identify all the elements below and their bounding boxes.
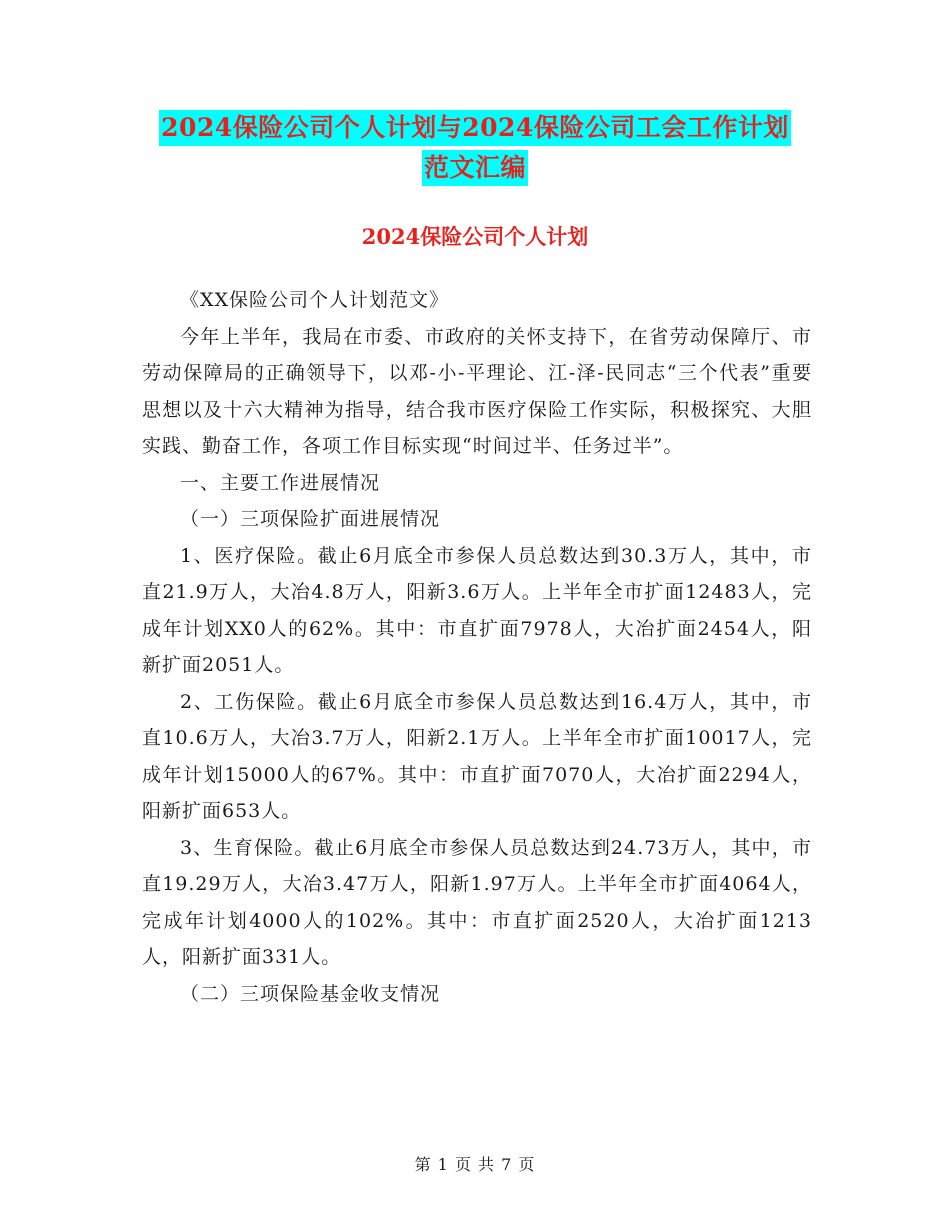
paragraph-maternity-insurance: 3、生育保险。截止6月底全市参保人员总数达到24.73万人，其中，市直19.29万人，大冶3.47万人，阳新1.97万人。上半年全市扩面4064人，完成年计划4000人的102%。其中：市直扩面2520人，大冶扩面1213人，阳新扩面331人。	[142, 836, 812, 968]
paragraph-intro-title: 《XX保险公司个人计划范文》	[180, 289, 450, 311]
subheading-fund: （二）三项保险基金收支情况	[180, 982, 441, 1005]
paragraph-injury-insurance: 2、工伤保险。截止6月底全市参保人员总数达到16.4万人，其中，市直10.6万人，大冶3.7万人，阳新2.1万人。上半年全市扩面10017人，完成年计划15000人的67%。其中：市直扩面7070人，大冶扩面2294人，阳新扩面653人。	[142, 690, 812, 822]
title-line-1: 2024保险公司个人计划与2024保险公司工会工作计划	[159, 110, 791, 146]
heading-main-progress: 一、主要工作进展情况	[180, 471, 381, 494]
paragraph-summary: 今年上半年，我局在市委、市政府的关怀支持下，在省劳动保障厅、市劳动保障局的正确领导下，以邓-小-平理论、江-泽-民同志“三个代表”重要思想以及十六大精神为指导，结合我市医疗保险工作实际，积极探究、大胆实践、勤奋工作，各项工作目标实现“时间过半、任务过半”。	[142, 325, 812, 457]
subheading-expansion: （一）三项保险扩面进展情况	[180, 508, 441, 530]
title-line-2: 范文汇编	[422, 150, 528, 186]
paragraph-medical-insurance: 1、医疗保险。截止6月底全市参保人员总数达到30.3万人，其中，市直21.9万人，大冶4.8万人，阳新3.6万人。上半年全市扩面12483人，完成年计划XX0人的62%。其中：市直扩面7978人，大冶扩面2454人，阳新扩面2051人。	[142, 544, 812, 676]
document-title	[0, 110, 950, 186]
page-footer: 第 1 页 共 7 页	[414, 1155, 536, 1174]
section-title: 2024保险公司个人计划	[361, 224, 589, 249]
document-body	[142, 282, 812, 1012]
